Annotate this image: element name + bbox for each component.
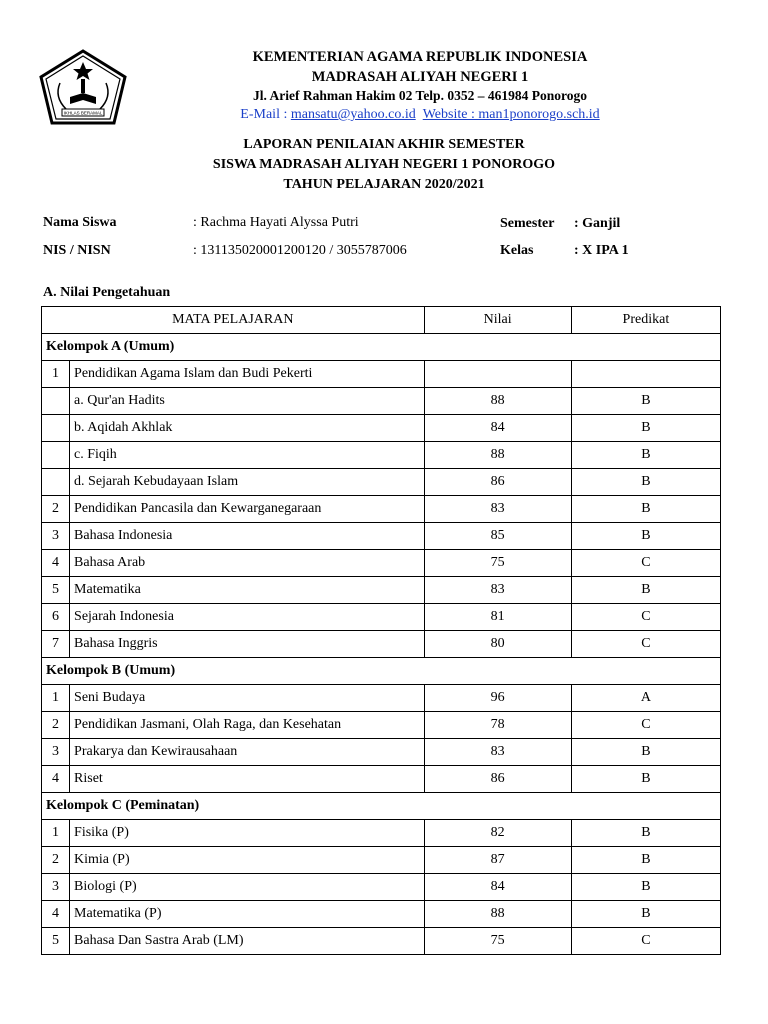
subject-name: Bahasa Inggris	[70, 631, 425, 658]
kelas-value: : X IPA 1	[574, 243, 629, 258]
grade-predicate: B	[571, 820, 720, 847]
subject-name: Pendidikan Jasmani, Olah Raga, dan Kesehatan	[70, 712, 425, 739]
row-number: 5	[42, 928, 70, 955]
grade-predicate: B	[571, 388, 720, 415]
name-label: Nama Siswa	[43, 215, 117, 230]
grade-value: 86	[424, 469, 571, 496]
row-number: 4	[42, 766, 70, 793]
website-link[interactable]: Website : man1ponorogo.sch.id	[422, 107, 600, 122]
subject-name: b. Aqidah Akhlak	[70, 415, 425, 442]
grade-value: 78	[424, 712, 571, 739]
row-number: 1	[42, 820, 70, 847]
group-label: Kelompok C (Peminatan)	[42, 793, 721, 820]
subject-name: Matematika	[70, 577, 425, 604]
header-school: MADRASAH ALIYAH NEGERI 1	[311, 69, 529, 85]
grade-value	[424, 361, 571, 388]
grade-value: 83	[424, 496, 571, 523]
table-row	[42, 523, 721, 550]
row-number	[42, 388, 70, 415]
grade-predicate: C	[571, 928, 720, 955]
table-header-row	[42, 307, 721, 334]
table-row	[42, 847, 721, 874]
grade-predicate: B	[571, 523, 720, 550]
group-row	[42, 658, 721, 685]
grade-value: 86	[424, 766, 571, 793]
subject-name: Bahasa Indonesia	[70, 523, 425, 550]
grade-predicate: C	[571, 550, 720, 577]
row-number: 7	[42, 631, 70, 658]
table-row	[42, 820, 721, 847]
table-row	[42, 928, 721, 955]
report-title: LAPORAN PENILAIAN AKHIR SEMESTER	[243, 137, 525, 152]
table-row	[42, 469, 721, 496]
table-row	[42, 631, 721, 658]
grade-predicate: B	[571, 415, 720, 442]
subject-name: Fisika (P)	[70, 820, 425, 847]
row-number: 3	[42, 523, 70, 550]
row-number: 1	[42, 361, 70, 388]
table-row	[42, 874, 721, 901]
row-number: 2	[42, 496, 70, 523]
row-number	[42, 415, 70, 442]
row-number: 3	[42, 874, 70, 901]
grades-table	[41, 306, 721, 955]
group-row	[42, 793, 721, 820]
subject-name: Kimia (P)	[70, 847, 425, 874]
grade-value: 87	[424, 847, 571, 874]
grade-predicate: B	[571, 847, 720, 874]
grade-predicate: B	[571, 901, 720, 928]
row-number: 5	[42, 577, 70, 604]
table-row	[42, 415, 721, 442]
header-subject: MATA PELAJARAN	[42, 307, 425, 334]
table-row	[42, 496, 721, 523]
semester-label: Semester	[500, 216, 555, 231]
grade-predicate: B	[571, 496, 720, 523]
nis-label: NIS / NISN	[43, 243, 111, 258]
grade-value: 82	[424, 820, 571, 847]
table-row	[42, 361, 721, 388]
table-row	[42, 388, 721, 415]
row-number	[42, 442, 70, 469]
grade-value: 75	[424, 928, 571, 955]
table-row	[42, 442, 721, 469]
header-nilai: Nilai	[424, 307, 571, 334]
subject-name: Pendidikan Agama Islam dan Budi Pekerti	[70, 361, 425, 388]
row-number: 2	[42, 712, 70, 739]
row-number	[42, 469, 70, 496]
table-row	[42, 712, 721, 739]
row-number: 4	[42, 901, 70, 928]
semester-value: : Ganjil	[574, 216, 621, 231]
grade-value: 88	[424, 388, 571, 415]
subject-name: Riset	[70, 766, 425, 793]
row-number: 3	[42, 739, 70, 766]
table-row	[42, 685, 721, 712]
subject-name: Prakarya dan Kewirausahaan	[70, 739, 425, 766]
subject-name: Sejarah Indonesia	[70, 604, 425, 631]
table-row	[42, 766, 721, 793]
grade-value: 75	[424, 550, 571, 577]
kelas-label: Kelas	[500, 243, 534, 258]
grades-body	[42, 334, 721, 955]
subject-name: Seni Budaya	[70, 685, 425, 712]
email-link[interactable]: mansatu@yahoo.co.id	[290, 107, 416, 122]
subject-name: Matematika (P)	[70, 901, 425, 928]
row-number: 4	[42, 550, 70, 577]
subject-name: Bahasa Dan Sastra Arab (LM)	[70, 928, 425, 955]
group-row	[42, 334, 721, 361]
grade-predicate: B	[571, 469, 720, 496]
header-contact	[130, 107, 710, 123]
grade-value: 80	[424, 631, 571, 658]
subject-name: a. Qur'an Hadits	[70, 388, 425, 415]
row-number: 6	[42, 604, 70, 631]
section-title: A. Nilai Pengetahuan	[43, 285, 171, 300]
table-row	[42, 604, 721, 631]
subject-name: Bahasa Arab	[70, 550, 425, 577]
grade-predicate: B	[571, 577, 720, 604]
table-row	[42, 577, 721, 604]
header-predikat: Predikat	[571, 307, 720, 334]
grade-predicate: C	[571, 604, 720, 631]
header-address: Jl. Arief Rahman Hakim 02 Telp. 0352 – 461984 Ponorogo	[253, 88, 587, 103]
name-value: : Rachma Hayati Alyssa Putri	[193, 215, 359, 230]
grade-predicate: B	[571, 739, 720, 766]
subject-name: d. Sejarah Kebudayaan Islam	[70, 469, 425, 496]
subject-name: c. Fiqih	[70, 442, 425, 469]
subject-name: Biologi (P)	[70, 874, 425, 901]
grade-value: 88	[424, 442, 571, 469]
row-number: 2	[42, 847, 70, 874]
grade-predicate: A	[571, 685, 720, 712]
report-year: TAHUN PELAJARAN 2020/2021	[283, 177, 485, 192]
grade-value: 88	[424, 901, 571, 928]
header-ministry: KEMENTERIAN AGAMA REPUBLIK INDONESIA	[252, 49, 588, 65]
logo-text: IKHLAS BERAMAL	[63, 110, 103, 116]
row-number: 1	[42, 685, 70, 712]
report-subtitle: SISWA MADRASAH ALIYAH NEGERI 1 PONOROGO	[212, 157, 556, 172]
group-label: Kelompok B (Umum)	[42, 658, 721, 685]
grade-value: 84	[424, 874, 571, 901]
nis-value: : 131135020001200120 / 3055787006	[193, 243, 407, 258]
grade-value: 96	[424, 685, 571, 712]
grade-predicate: B	[571, 874, 720, 901]
grade-predicate	[571, 361, 720, 388]
contact-prefix: E-Mail :	[240, 107, 291, 122]
table-row	[42, 901, 721, 928]
grade-value: 81	[424, 604, 571, 631]
group-label: Kelompok A (Umum)	[42, 334, 721, 361]
kemenag-emblem-icon	[38, 49, 128, 125]
grade-predicate: B	[571, 442, 720, 469]
grade-value: 85	[424, 523, 571, 550]
grade-predicate: C	[571, 631, 720, 658]
table-row	[42, 739, 721, 766]
grade-predicate: C	[571, 712, 720, 739]
grade-value: 83	[424, 577, 571, 604]
grade-value: 83	[424, 739, 571, 766]
grade-predicate: B	[571, 766, 720, 793]
subject-name: Pendidikan Pancasila dan Kewarganegaraan	[70, 496, 425, 523]
grade-value: 84	[424, 415, 571, 442]
table-row	[42, 550, 721, 577]
